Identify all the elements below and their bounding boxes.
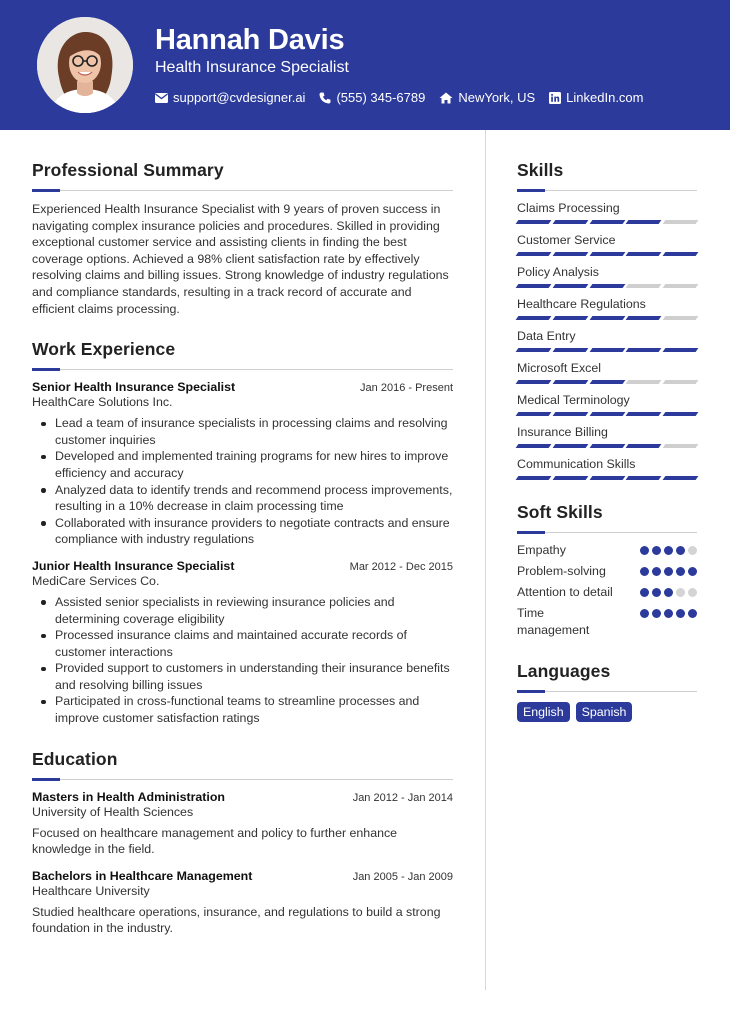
section-title: Soft Skills: [517, 502, 603, 522]
skill-level-segment: [663, 380, 699, 384]
rating-dot: [664, 609, 673, 618]
candidate-name: Hannah Davis: [155, 24, 345, 56]
skill-item: [517, 233, 697, 256]
soft-skill-rating: [640, 609, 697, 618]
skill-level-segment: [589, 412, 625, 416]
skill-level-segment: [626, 348, 662, 352]
contact-email-text: support@cvdesigner.ai: [173, 90, 306, 105]
contact-phone-text: (555) 345-6789: [336, 90, 426, 105]
rating-dot: [688, 609, 697, 618]
skill-name: Microsoft Excel: [517, 361, 601, 375]
education-section: [32, 749, 453, 937]
skill-level-segment: [589, 220, 625, 224]
job-title: Junior Health Insurance Specialist: [32, 558, 235, 573]
skill-level-segment: [626, 220, 662, 224]
section-title: Work Experience: [32, 339, 176, 360]
skill-level-segment: [589, 252, 625, 256]
job-date: Mar 2012 - Dec 2015: [349, 560, 453, 573]
skill-level-bar: [517, 444, 697, 448]
skill-name: Data Entry: [517, 329, 576, 343]
section-rule: [517, 189, 697, 191]
skill-level-segment: [516, 444, 552, 448]
list-item: Assisted senior specialists in reviewing insurance policies and determining coverage eligibility: [32, 594, 453, 627]
soft-skill-rating: [640, 588, 697, 597]
contact-list: [155, 90, 644, 105]
skills-section: [517, 160, 697, 480]
skill-level-segment: [626, 252, 662, 256]
skill-item: [517, 425, 697, 448]
skill-item: [517, 201, 697, 224]
list-item: Lead a team of insurance specialists in processing claims and resolving customer inquiries: [32, 415, 453, 448]
skill-level-segment: [552, 380, 588, 384]
avatar: [37, 17, 133, 113]
contact-linkedin[interactable]: [549, 90, 643, 105]
side-column: [517, 160, 697, 722]
skill-level-bar: [517, 252, 697, 256]
job-date: Jan 2016 - Present: [360, 382, 453, 395]
rating-dot: [664, 546, 673, 555]
skill-level-segment: [663, 284, 699, 288]
skill-name: Healthcare Regulations: [517, 297, 646, 311]
rating-dot: [676, 546, 685, 555]
skill-level-segment: [516, 348, 552, 352]
job-entry: [32, 380, 453, 548]
rating-dot: [640, 546, 649, 555]
resume-header: [0, 0, 730, 130]
skill-name: Medical Terminology: [517, 393, 630, 407]
envelope-icon: [155, 93, 168, 103]
rating-dot: [676, 588, 685, 597]
job-entry: [32, 559, 453, 727]
soft-skill-item: [517, 563, 697, 580]
skill-name: Customer Service: [517, 233, 616, 247]
linkedin-icon: [549, 92, 561, 104]
soft-skills-section: [517, 502, 697, 639]
skill-level-segment: [589, 284, 625, 288]
soft-skill-name: Attention to detail: [517, 585, 613, 599]
list-item: Analyzed data to identify trends and recommend process improvements, resulting in a 10% decrease in claim processing time: [32, 482, 453, 515]
skill-level-segment: [663, 444, 699, 448]
list-item: Developed and implemented training programs for new hires to improve efficiency and accuracy: [32, 448, 453, 481]
skill-level-segment: [516, 412, 552, 416]
section-title: Languages: [517, 661, 611, 681]
soft-skill-item: [517, 605, 697, 639]
skill-level-segment: [589, 476, 625, 480]
skill-level-segment: [663, 476, 699, 480]
education-entry: [32, 790, 453, 858]
skill-level-segment: [663, 220, 699, 224]
rating-dot: [676, 567, 685, 576]
rating-dot: [676, 609, 685, 618]
list-item: Collaborated with insurance providers to negotiate contracts and ensure compliance with industry regulations: [32, 515, 453, 548]
list-item: Participated in cross-functional teams to streamline processes and improve customer satisfaction ratings: [32, 693, 453, 726]
skill-level-segment: [663, 412, 699, 416]
skill-level-segment: [552, 412, 588, 416]
rating-dot: [640, 588, 649, 597]
soft-skill-rating: [640, 567, 697, 576]
rating-dot: [652, 567, 661, 576]
skill-name: Insurance Billing: [517, 425, 608, 439]
skill-level-segment: [626, 284, 662, 288]
section-title: Professional Summary: [32, 160, 224, 180]
skill-item: [517, 361, 697, 384]
skill-level-segment: [589, 348, 625, 352]
job-company: HealthCare Solutions Inc.: [32, 395, 173, 410]
skill-level-segment: [516, 252, 552, 256]
skill-level-segment: [626, 444, 662, 448]
skill-level-segment: [626, 476, 662, 480]
skills-list: [517, 201, 697, 480]
skill-item: [517, 297, 697, 320]
list-item: Provided support to customers in understanding their insurance benefits and resolving billing issues: [32, 660, 453, 693]
education-description: Focused on healthcare management and policy to further enhance knowledge in the field.: [32, 825, 398, 857]
soft-skill-item: [517, 542, 697, 559]
skill-level-segment: [516, 284, 552, 288]
section-rule: [517, 531, 697, 533]
skill-item: [517, 329, 697, 352]
job-bullets: [32, 594, 453, 727]
rating-dot: [688, 588, 697, 597]
soft-skill-rating: [640, 546, 697, 555]
skill-level-bar: [517, 220, 697, 224]
job-title: Senior Health Insurance Specialist: [32, 380, 236, 395]
list-item: Processed insurance claims and maintained accurate records of customer interactions: [32, 627, 453, 660]
skill-level-segment: [663, 348, 699, 352]
skill-level-segment: [552, 316, 588, 320]
skill-level-segment: [552, 444, 588, 448]
rating-dot: [664, 567, 673, 576]
soft-skill-item: [517, 584, 697, 601]
soft-skill-name: Empathy: [517, 543, 566, 557]
skill-level-bar: [517, 316, 697, 320]
column-divider: [485, 130, 486, 990]
rating-dot: [640, 609, 649, 618]
skill-level-segment: [589, 316, 625, 320]
main-column: [32, 160, 453, 937]
degree-title: Masters in Health Administration: [32, 789, 226, 804]
rating-dot: [652, 588, 661, 597]
home-icon: [439, 92, 453, 104]
skill-level-bar: [517, 476, 697, 480]
soft-skill-name: Problem-solving: [517, 564, 606, 578]
education-description: Studied healthcare operations, insurance, and regulations to build a strong foundation in the industry.: [32, 904, 441, 936]
language-badge: Spanish: [576, 702, 633, 722]
education-date: Jan 2005 - Jan 2009: [352, 870, 453, 883]
job-bullets: [32, 415, 453, 548]
education-entry: [32, 869, 453, 937]
phone-icon: [319, 92, 331, 104]
experience-section: [32, 339, 453, 727]
summary-section: [32, 160, 453, 317]
skill-item: [517, 393, 697, 416]
skill-level-segment: [552, 284, 588, 288]
contact-location-text: NewYork, US: [458, 90, 536, 105]
rating-dot: [640, 567, 649, 576]
contact-linkedin-text: LinkedIn.com: [566, 90, 644, 105]
rating-dot: [688, 567, 697, 576]
section-title: Education: [32, 748, 118, 769]
skill-level-segment: [626, 380, 662, 384]
rating-dot: [652, 609, 661, 618]
skill-level-segment: [552, 252, 588, 256]
section-title: Skills: [517, 160, 564, 180]
skill-level-segment: [626, 412, 662, 416]
skill-name: Communication Skills: [517, 457, 636, 471]
school-name: Healthcare University: [32, 883, 150, 898]
section-rule: [517, 690, 697, 692]
skill-level-bar: [517, 412, 697, 416]
summary-text: Experienced Health Insurance Specialist with 9 years of proven success in navigating complex insurance policies and procedures. Skilled in providing exceptional customer service and assisting clients in finding the best coverage options. Achieved a 98% client satisfaction rate by effectively resolving claims and billing issues. Strong knowledge of industry regulations and compliance standards, resulting in a track record of accurate and efficient claims processing.: [32, 202, 449, 316]
education-date: Jan 2012 - Jan 2014: [352, 791, 453, 804]
soft-skill-name: Time management: [517, 606, 590, 637]
skill-level-segment: [516, 220, 552, 224]
language-badge: English: [517, 702, 570, 722]
skill-name: Policy Analysis: [517, 265, 599, 279]
degree-title: Bachelors in Healthcare Management: [32, 868, 253, 883]
contact-location: [439, 90, 535, 105]
skill-level-bar: [517, 380, 697, 384]
language-list: [517, 702, 697, 722]
contact-phone[interactable]: [319, 90, 425, 105]
school-name: University of Health Sciences: [32, 804, 194, 819]
skill-level-segment: [589, 380, 625, 384]
skill-item: [517, 265, 697, 288]
skill-level-segment: [663, 252, 699, 256]
profile-photo-icon: [37, 17, 133, 113]
skill-level-segment: [552, 476, 588, 480]
skill-level-segment: [626, 316, 662, 320]
soft-skills-list: [517, 542, 697, 639]
skill-level-segment: [663, 316, 699, 320]
languages-section: [517, 661, 697, 722]
skill-level-segment: [516, 316, 552, 320]
rating-dot: [652, 546, 661, 555]
section-rule: [32, 778, 453, 780]
candidate-title: Health Insurance Specialist: [155, 59, 349, 76]
rating-dot: [688, 546, 697, 555]
skill-level-bar: [517, 348, 697, 352]
skill-item: [517, 457, 697, 480]
skill-level-bar: [517, 284, 697, 288]
contact-email[interactable]: [155, 90, 305, 105]
job-company: MediCare Services Co.: [32, 573, 160, 588]
skill-level-segment: [516, 476, 552, 480]
section-rule: [32, 368, 453, 370]
skill-level-segment: [552, 220, 588, 224]
section-rule: [32, 189, 453, 191]
skill-level-segment: [589, 444, 625, 448]
skill-level-segment: [516, 380, 552, 384]
rating-dot: [664, 588, 673, 597]
skill-level-segment: [552, 348, 588, 352]
skill-name: Claims Processing: [517, 201, 620, 215]
